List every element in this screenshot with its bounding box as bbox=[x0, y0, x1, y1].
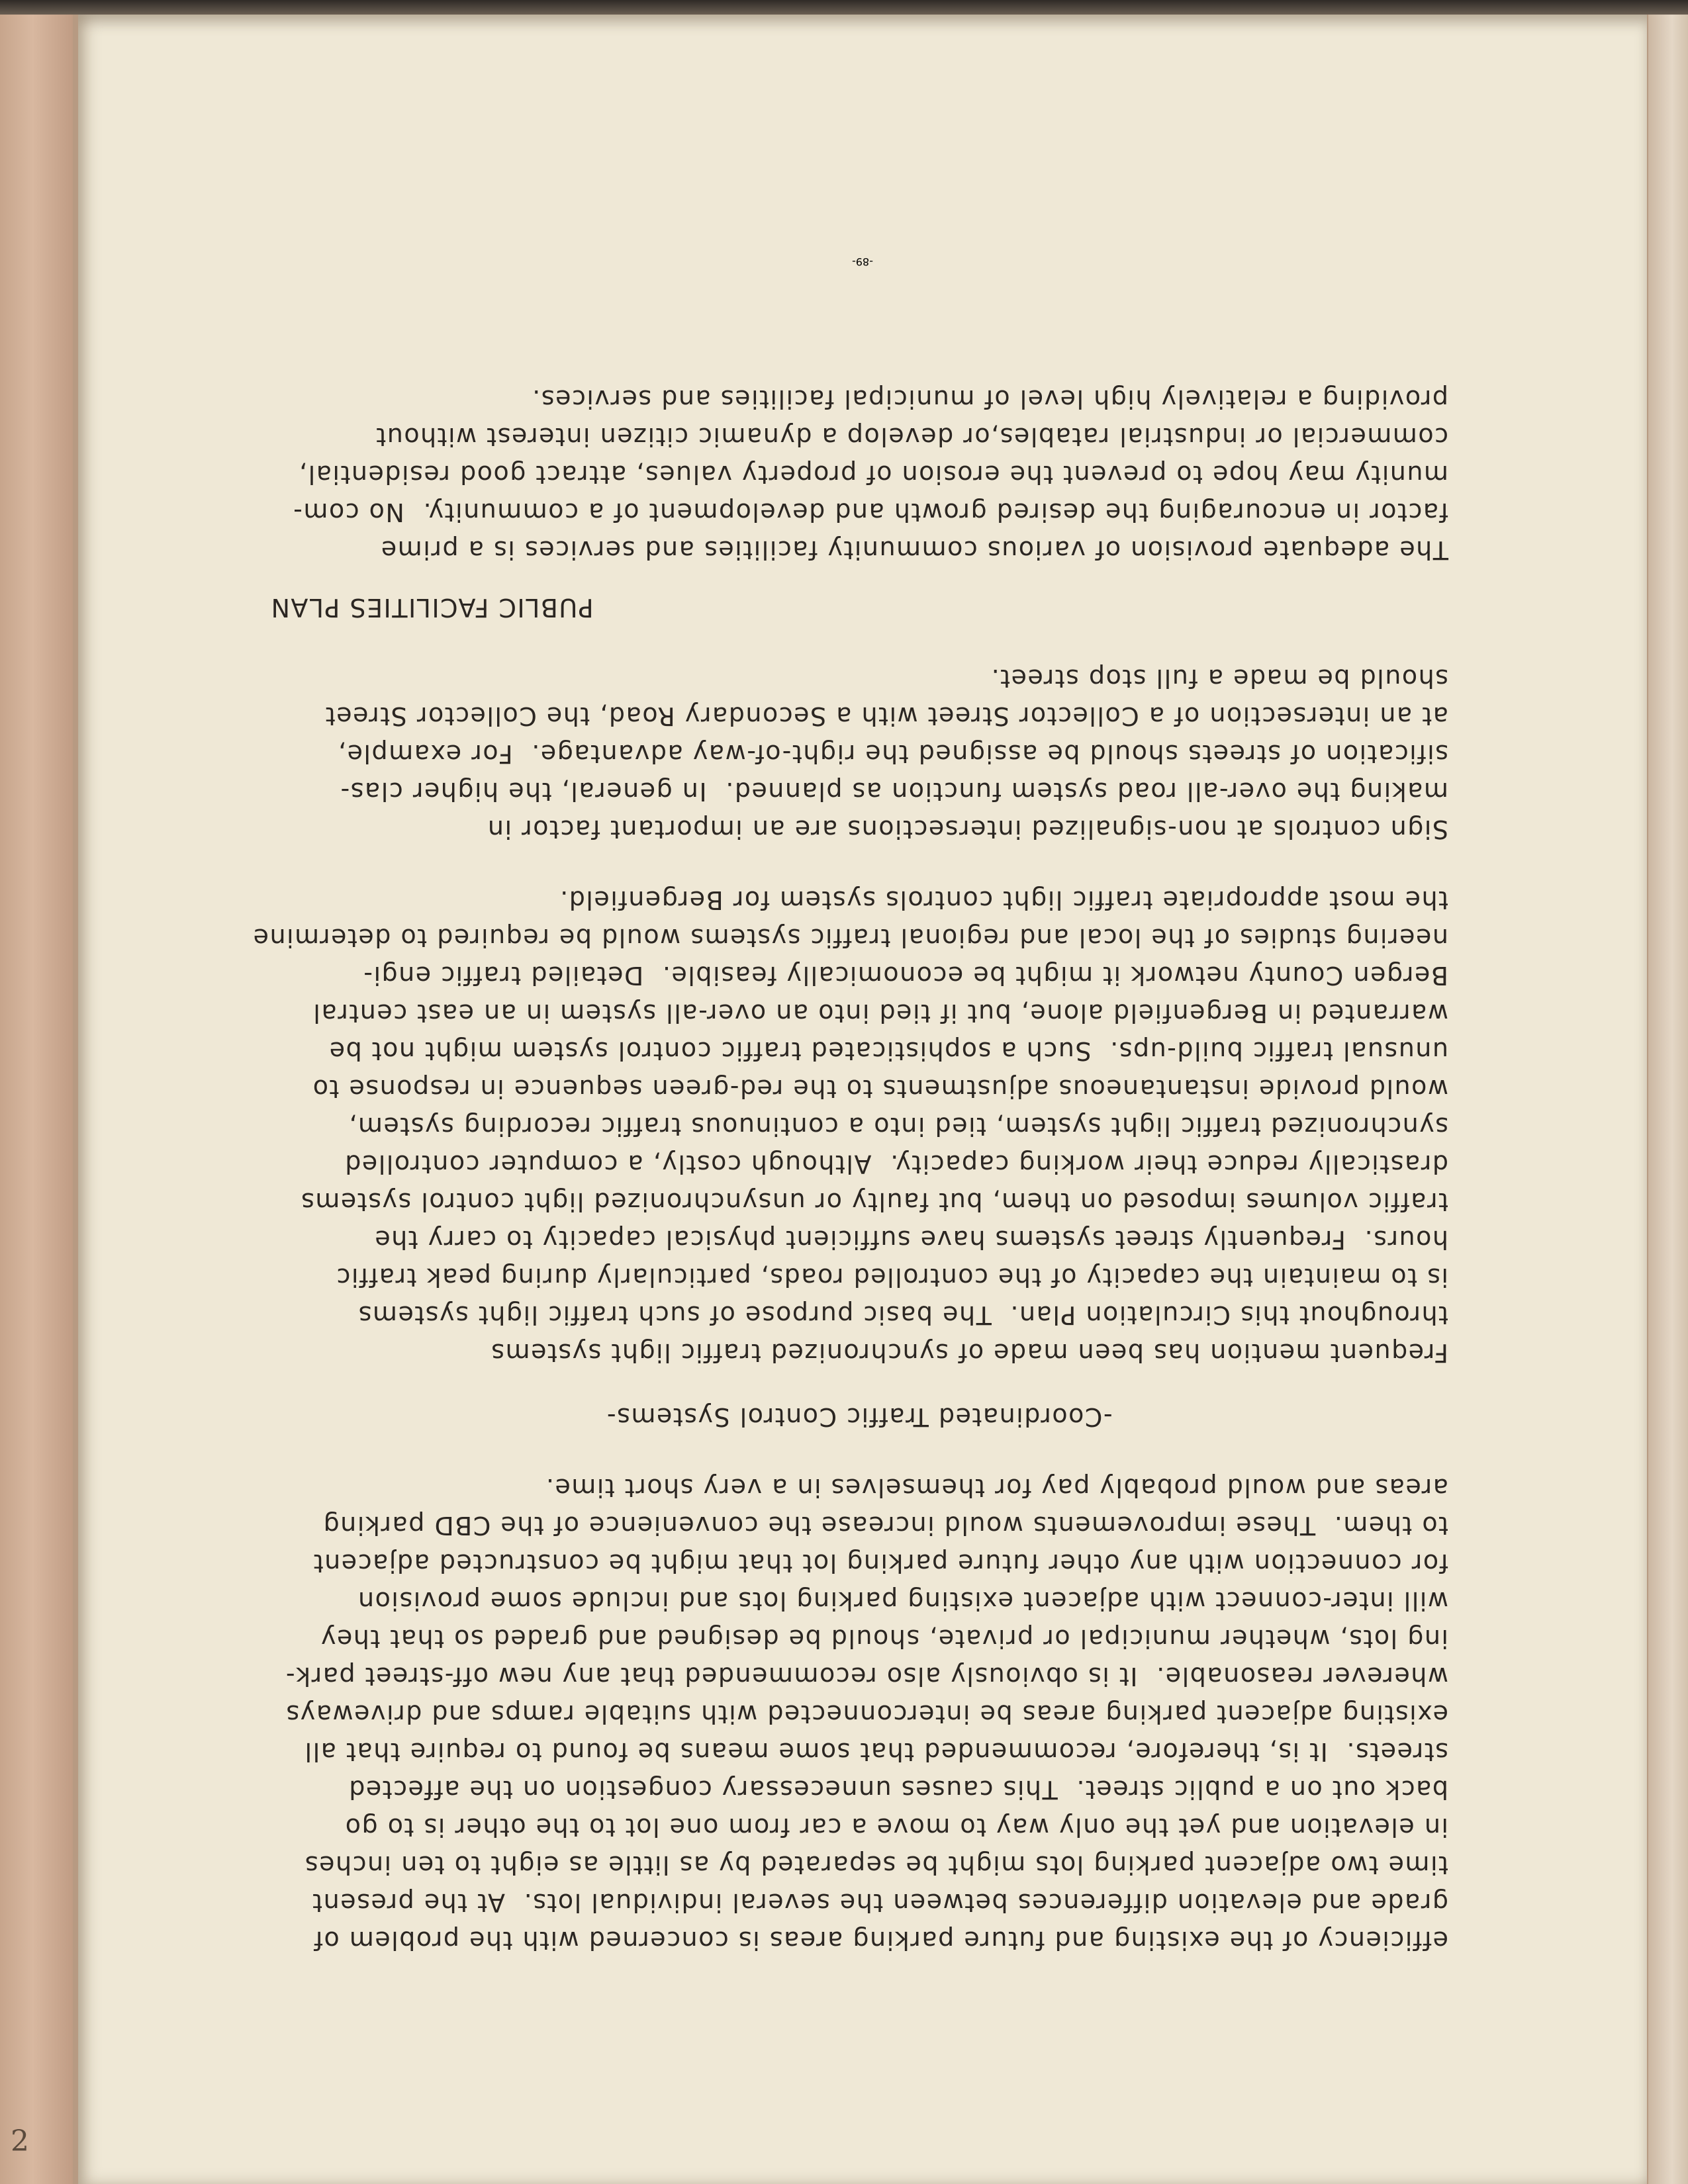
spacer bbox=[270, 848, 1448, 881]
paragraph-line: existing adjacent parking areas be interconnected with suitable ramps and driveways bbox=[285, 1700, 1448, 1729]
paragraph-line: grade and elevation differences between the several individual lots. At the present bbox=[311, 1888, 1448, 1917]
paragraph-line: would provide instantaneous adjustments to the red-green sequence in response to bbox=[312, 1074, 1448, 1103]
paragraph-line: streets. It is, therefore, recommended that some means be found to require that all bbox=[304, 1737, 1448, 1766]
paragraph-line: ing lots, whether municipal or private, should be designed and graded so that they bbox=[320, 1624, 1448, 1653]
paragraph-line: synchronized traffic light system, tied into a continuous traffic recording system, bbox=[348, 1112, 1448, 1141]
paragraph-line: factor in encouraging the desired growth and development of a community. No com- bbox=[292, 498, 1448, 527]
paragraph-line: Bergen County network it might be economically feasible. Detailed traffic engi- bbox=[362, 961, 1448, 990]
spacer bbox=[270, 569, 1448, 588]
paragraph-line: in elevation and yet the only way to move a car from one lot to the other is to go bbox=[344, 1813, 1448, 1842]
paragraph-line: warranted in Bergenfield alone, but if tied into an over-all system in an east central bbox=[312, 999, 1448, 1028]
paragraph-line: should be made a full stop street. bbox=[990, 664, 1448, 693]
paragraph-line: Frequent mention has been made of synchronized traffic light systems bbox=[490, 1338, 1448, 1367]
section-heading-coordinated-traffic: -Coordinated Traffic Control Systems- bbox=[606, 1402, 1113, 1432]
body-text-block bbox=[252, 380, 1448, 1959]
binding-edge bbox=[0, 0, 1688, 15]
section-heading-public-facilities: PUBLIC FACILITIES PLAN bbox=[270, 593, 594, 622]
document-page bbox=[78, 15, 1647, 2184]
paragraph-line: areas and would probably pay for themselves in a very short time. bbox=[545, 1473, 1448, 1502]
paragraph-line: making the over-all road system function as planned. In general, the higher clas- bbox=[340, 777, 1448, 806]
paragraph-line: for connection with any other future parking lot that might be constructed adjacent bbox=[312, 1549, 1448, 1578]
scan-right-edge bbox=[1648, 0, 1688, 2184]
paragraph-line: will inter-connect with adjacent existing parking lots and include some provision bbox=[357, 1586, 1448, 1615]
paragraph-line: at an intersection of a Collector Street with a Secondary Road, the Collector Street bbox=[324, 702, 1448, 731]
rotated-page-content bbox=[78, 15, 1647, 2184]
coordinated-traffic-section bbox=[252, 881, 1448, 1435]
paragraph-line: traffic volumes imposed on them, but faulty or unsynchronized light control systems bbox=[300, 1187, 1448, 1216]
spacer bbox=[270, 1371, 1448, 1398]
scan-left-edge bbox=[0, 0, 73, 2184]
paragraph-line: is to maintain the capacity of the controlled roads, particularly during peak traffic bbox=[336, 1263, 1448, 1292]
paragraph-line: to them. These improvements would increase the convenience of the CBD parking bbox=[322, 1511, 1448, 1540]
public-facilities-section bbox=[270, 380, 1448, 626]
paragraph-line: throughout this Circulation Plan. The basic purpose of such traffic light systems bbox=[357, 1300, 1448, 1330]
paragraph-line: back out on a public street. This causes unnecessary congestion on the affected bbox=[348, 1775, 1448, 1804]
spacer bbox=[270, 626, 1448, 659]
page-number-text: -89- bbox=[852, 255, 873, 268]
spacer bbox=[270, 1435, 1448, 1469]
paragraph-line: Sign controls at non-signalized intersections are an important factor in bbox=[487, 815, 1448, 844]
paragraph-line: The adequate provision of various community facilities and services is a prime bbox=[380, 535, 1448, 565]
parking-section bbox=[270, 1469, 1448, 1959]
page-number bbox=[78, 243, 1647, 281]
paragraph-line: unusual traffic build-ups. Such a sophisticated traffic control system might not be bbox=[328, 1036, 1448, 1066]
paragraph-line: munity may hope to prevent the erosion of property values, attract good residential, bbox=[298, 460, 1448, 489]
sign-controls-section bbox=[270, 659, 1448, 848]
paragraph-line: time two adjacent parking lots might be separated by as little as eight to ten inches bbox=[304, 1850, 1448, 1880]
corner-mark: 2 bbox=[11, 2124, 29, 2158]
paragraph-line: neering studies of the local and regional traffic systems would be required to determine bbox=[252, 923, 1448, 952]
paragraph-line: commercial or industrial ratables,or develop a dynamic citizen interest without bbox=[375, 422, 1448, 451]
paragraph-line: efficiency of the existing and future parking areas is concerned with the problem of bbox=[313, 1926, 1448, 1955]
paragraph-line: wherever reasonable. It is obviously also recommended that any new off-street park- bbox=[285, 1662, 1448, 1691]
paragraph-line: the most appropriate traffic light controls system for Bergenfield. bbox=[559, 886, 1448, 915]
paragraph-line: sification of streets should be assigned the right-of-way advantage. For example, bbox=[337, 739, 1448, 768]
paragraph-line: hours. Frequently street systems have sufficient physical capacity to carry the bbox=[373, 1225, 1448, 1254]
paragraph-line: providing a relatively high level of municipal facilities and services. bbox=[531, 385, 1448, 414]
paragraph-line: drastically reduce their working capacity. Although costly, a computer controlled bbox=[344, 1150, 1448, 1179]
